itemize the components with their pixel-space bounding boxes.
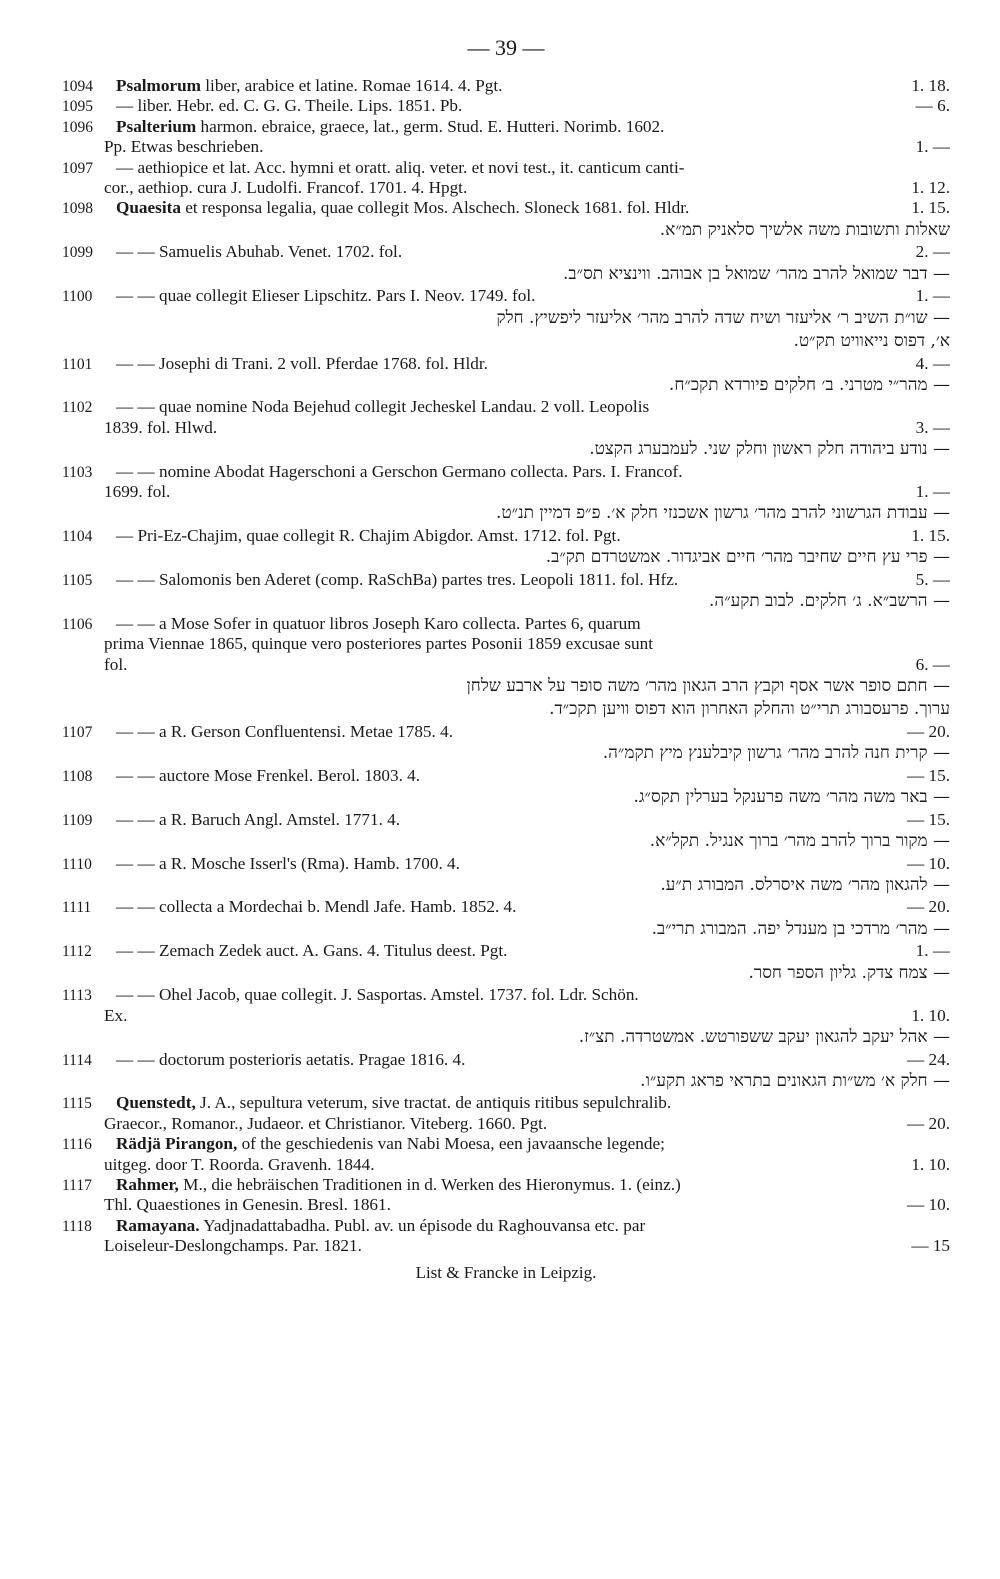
entry-price: — 6.: [910, 96, 950, 116]
entry-price: — 24.: [901, 1050, 950, 1070]
entry-line: [62, 570, 950, 590]
entry-text: — — a Mose Sofer in quatuor libros Joseph Karo collecta. Partes 6, quarum: [116, 613, 641, 633]
catalog-entry: [62, 158, 950, 199]
entry-line: [62, 854, 950, 874]
entry-price: 1. 15.: [905, 526, 950, 546]
entry-text: — — a R. Baruch Angl. Amstel. 1771. 4.: [116, 809, 401, 829]
catalog-entry: [62, 1175, 950, 1216]
entry-line: [62, 985, 950, 1005]
entry-line: [62, 1050, 950, 1070]
entry-line: [62, 1093, 950, 1113]
entry-text: — — doctorum posterioris aetatis. Pragae 1816. 4.: [116, 1049, 466, 1069]
entry-hebrew-title: — קרית חנה להרב מהר׳ גרשון קיבלענץ מיץ תקמ״ה.: [602, 743, 950, 764]
entry-price: — 20.: [901, 1114, 950, 1134]
entry-line-continued: [62, 1114, 950, 1134]
entry-number: 1117: [62, 1177, 92, 1194]
entry-text: — — Josephi di Trani. 2 voll. Pferdae 1768. fol. Hldr.: [116, 353, 488, 373]
entry-text: — — Zemach Zedek auct. A. Gans. 4. Titulus deest. Pgt.: [116, 941, 508, 961]
entry-number: 1108: [62, 767, 93, 785]
catalog-entry: [62, 722, 950, 766]
entry-text: — liber. Hebr. ed. C. G. G. Theile. Lips. 1851. Pb.: [116, 96, 463, 116]
entry-number: 1100: [62, 288, 93, 306]
entry-line: [62, 96, 950, 116]
entry-text: Pp. Etwas beschrieben.: [104, 137, 264, 157]
entry-line: [62, 722, 950, 742]
entry-text: — — quae collegit Elieser Lipschitz. Pars I. Neov. 1749. fol.: [116, 286, 536, 306]
entry-heading: Psalmorum: [116, 76, 201, 95]
entry-text: Graecor., Romanor., Judaeor. et Christianor. Viteberg. 1660. Pgt.: [104, 1113, 548, 1133]
entry-text: — — a R. Mosche Isserl's (Rma). Hamb. 1700. 4.: [116, 853, 460, 873]
entry-line-continued: [62, 1155, 950, 1175]
entry-price: — 10.: [901, 1195, 950, 1215]
catalog-entry: [62, 941, 950, 985]
entry-price: 1. —: [910, 482, 950, 502]
catalog-entry: [62, 1134, 950, 1175]
entry-heading: Psalterium: [116, 116, 197, 136]
catalog-entry: [62, 1216, 950, 1257]
entry-price: — 10.: [901, 854, 950, 874]
entry-line: [62, 1134, 950, 1154]
entry-number: 1112: [62, 943, 92, 961]
entry-number: 1113: [62, 987, 92, 1005]
entry-line: [62, 158, 950, 178]
entry-text: Ex.: [104, 1005, 128, 1025]
entry-text: — — nomine Abodat Hagerschoni a Gerschon Germano collecta. Pars. I. Francof.: [116, 461, 683, 481]
entry-line-continued: [62, 1006, 950, 1026]
entry-text: prima Viennae 1865, quinque vero posteriores partes Posonii 1859 excusae sunt: [104, 634, 654, 654]
publisher-footer: List & Francke in Leipzig.: [415, 1262, 597, 1282]
entry-price: 1. 10.: [905, 1155, 950, 1175]
entry-price: 6. —: [910, 655, 950, 675]
entry-text: — aethiopice et lat. Acc. hymni et oratt. aliq. veter. et novi test., it. canticum canti-: [116, 157, 685, 177]
entry-text: — — Salomonis ben Aderet (comp. RaSchBa) partes tres. Leopoli 1811. fol. Hfz.: [116, 569, 679, 589]
page-number: — 39 —: [467, 35, 545, 60]
catalog-entry: [62, 985, 950, 1049]
catalog-entry: [62, 397, 950, 461]
entry-hebrew-title: — הרשב״א. ג׳ חלקים. לבוב תקע״ה.: [709, 591, 950, 612]
catalog-entry: [62, 1050, 950, 1094]
entry-number: 1114: [62, 1051, 92, 1069]
entry-line: [62, 941, 950, 961]
entry-text: — — collecta a Mordechai b. Mendl Jafe. Hamb. 1852. 4.: [116, 897, 517, 917]
entry-text: uitgeg. door T. Roorda. Gravenh. 1844.: [104, 1154, 375, 1174]
entry-number: 1116: [62, 1136, 92, 1154]
catalog-entry: [62, 614, 950, 722]
entry-hebrew-title: ערוך. פרעסבורג תרי״ט והחלק האחרון הוא דפוס וויען תקכ״ד.: [549, 699, 950, 720]
entry-hebrew-title: — מהר׳ מרדכי בן מענדל יפה. המבורג תרי״ב.: [651, 918, 950, 939]
entry-line: [62, 198, 950, 218]
entry-text: — — quae nomine Noda Bejehud collegit Jecheskel Landau. 2 voll. Leopolis: [116, 397, 650, 417]
catalog-entry: [62, 117, 950, 158]
entry-hebrew-title: — מהר״י מטרני. ב׳ חלקים פיורדא תקכ״ח.: [668, 374, 950, 395]
entry-price: 5. —: [910, 570, 950, 590]
catalog-entry: [62, 242, 950, 286]
entry-line-continued: [62, 1236, 950, 1256]
entry-line: [62, 286, 950, 306]
entry-text: Thl. Quaestiones in Genesin. Bresl. 1861.: [104, 1195, 391, 1215]
catalog-entry: [62, 897, 950, 941]
entry-number: 1098: [62, 200, 93, 218]
entry-line: [62, 1216, 950, 1236]
entry-hebrew-title: — אהל יעקב להגאון יעקב ששפורטש. אמשטרדה. תצ״ז.: [578, 1027, 950, 1048]
entry-line-continued: [62, 1195, 950, 1215]
entry-hebrew-title: — צמח צדק. גליון הספר חסר.: [748, 962, 950, 983]
entry-price: 1. —: [910, 286, 950, 306]
entry-price: — 15.: [901, 766, 950, 786]
catalog-entry: [62, 462, 950, 526]
entry-number: 1095: [62, 98, 93, 116]
entry-number: 1104: [62, 527, 93, 545]
entry-line: [62, 397, 950, 417]
catalog-entry: [62, 76, 950, 96]
entry-number: 1105: [62, 571, 93, 589]
entry-text: 1839. fol. Hlwd.: [104, 417, 218, 437]
entry-line: [62, 462, 950, 482]
catalog-entry: [62, 96, 950, 116]
entry-number: 1118: [62, 1217, 92, 1235]
entry-hebrew-title: — שו״ת השיב ר׳ אליעזר ושיח שדה להרב מהר׳ אליעזר ליפשיץ. חלק: [496, 307, 950, 328]
entry-line: [62, 1175, 950, 1195]
catalog-entry: [62, 854, 950, 898]
entry-price: 2. —: [910, 242, 950, 262]
entry-number: 1107: [62, 723, 93, 741]
catalog-entry: [62, 354, 950, 398]
entry-text: harmon. ebraice, graece, lat., germ. Stud. E. Hutteri. Norimb. 1602.: [196, 116, 665, 136]
entry-text: — Pri-Ez-Chajim, quae collegit R. Chajim Abigdor. Amst. 1712. fol. Pgt.: [116, 525, 621, 545]
entry-hebrew-title: — פרי עץ חיים שחיבר מהר׳ חיים אביגדור. אמשטרדם תק״ב.: [545, 547, 950, 568]
entry-price: 1. 15.: [905, 198, 950, 218]
entry-text: liber, arabice et latine. Romae 1614. 4. Pgt.: [200, 76, 503, 95]
entry-heading: Ramayana.: [116, 1215, 200, 1235]
entry-hebrew-title: — חלק א׳ מש״ות הגאונים בתראי פראג תקע״ו.: [640, 1070, 950, 1091]
entry-hebrew-title: א׳, דפוס נייאוויט תק״ט.: [793, 331, 950, 352]
entry-heading: Quenstedt,: [116, 1093, 196, 1113]
entry-line: [62, 526, 950, 546]
catalog-entry: [62, 198, 950, 242]
entry-text: of the geschiedenis van Nabi Moesa, een javaansche legende;: [237, 1134, 665, 1154]
entry-hebrew-title: שאלות ותשובות משה אלשיך סלאניק תמ״א.: [659, 219, 950, 240]
entry-price: 4. —: [910, 354, 950, 374]
entry-text: cor., aethiop. cura J. Ludolfi. Francof. 1701. 4. Hpgt.: [104, 177, 468, 197]
entry-line-continued: [62, 655, 950, 675]
catalog-entry: [62, 1093, 950, 1134]
entry-number: 1096: [62, 118, 93, 136]
entry-number: 1094: [62, 78, 93, 95]
entry-text: — — a R. Gerson Confluentensi. Metae 1785. 4.: [116, 721, 454, 741]
entry-number: 1106: [62, 615, 93, 633]
entry-line: [62, 354, 950, 374]
catalog-entry: [62, 766, 950, 810]
entry-hebrew-title: — דבר שמואל להרב מהר׳ שמואל בן אבוהב. ווינציא תס״ב.: [563, 263, 950, 284]
entry-hebrew-title: — להגאון מהר׳ משה איסרלס. המבורג ת״ע.: [660, 874, 950, 895]
entry-price: 1. 10.: [905, 1006, 950, 1026]
entry-number: 1110: [62, 855, 92, 873]
entry-text: et responsa legalia, quae collegit Mos. Alschech. Sloneck 1681. fol. Hldr.: [180, 198, 690, 218]
entry-line: [62, 614, 950, 634]
entry-text: Loiseleur-Deslongchamps. Par. 1821.: [104, 1236, 362, 1256]
entry-line: [62, 242, 950, 262]
entry-price: — 20.: [901, 897, 950, 917]
catalog-entry: [62, 570, 950, 614]
entry-line-continued: [62, 137, 950, 157]
entry-list: [62, 76, 950, 1257]
entry-hebrew-title: — חתם סופר אשר אסף וקבץ הרב הגאון מהר׳ משה סופר על ארבע שלחן: [466, 675, 950, 696]
entry-price: — 20.: [901, 722, 950, 742]
entry-text: — — auctore Mose Frenkel. Berol. 1803. 4.: [116, 765, 421, 785]
entry-line-continued: [62, 178, 950, 198]
entry-price: 1. 12.: [905, 178, 950, 198]
entry-hebrew-title: — מקור ברוך להרב מהר׳ ברוך אנגיל. תקל״א.: [649, 831, 950, 852]
entry-price: 3. —: [910, 418, 950, 438]
entry-text: fol.: [104, 654, 128, 674]
entry-price: — 15.: [901, 810, 950, 830]
entry-number: 1099: [62, 244, 93, 262]
entry-hebrew-title: — עבודת הגרשוני להרב מהר׳ גרשון אשכנזי חלק א׳. פ״פ דמיין תנ״ט.: [495, 503, 950, 524]
entry-line: [62, 117, 950, 137]
entry-number: 1103: [62, 463, 93, 481]
entry-line: [62, 897, 950, 917]
entry-price: 1. 18.: [905, 76, 950, 96]
entry-line: [62, 810, 950, 830]
entry-text: — — Ohel Jacob, quae collegit. J. Sasportas. Amstel. 1737. fol. Ldr. Schön.: [116, 985, 639, 1005]
entry-number: 1109: [62, 811, 93, 829]
entry-number: 1111: [62, 899, 92, 917]
entry-hebrew-title: — נודע ביהודה חלק ראשון וחלק שני. לעמבערג הקצט.: [589, 439, 950, 460]
catalog-entry: [62, 526, 950, 570]
entry-line: [62, 76, 950, 96]
catalog-entry: [62, 810, 950, 854]
entry-line: [62, 766, 950, 786]
entry-line-continued: [62, 418, 950, 438]
entry-text: J. A., sepultura veterum, sive tractat. de antiquis ritibus sepulchralib.: [195, 1093, 672, 1113]
entry-heading: Rädjä Pirangon,: [116, 1134, 238, 1154]
entry-line-continued: [62, 634, 950, 654]
entry-price: 1. —: [910, 137, 950, 157]
entry-price: 1. —: [910, 941, 950, 961]
entry-number: 1101: [62, 355, 93, 373]
entry-text: — — Samuelis Abuhab. Venet. 1702. fol.: [116, 242, 403, 262]
entry-heading: Rahmer,: [116, 1175, 179, 1194]
entry-hebrew-title: — באר משה מהר׳ משה פרענקל בערלין תקס״ג.: [633, 787, 950, 808]
entry-price: — 15: [905, 1236, 950, 1256]
entry-number: 1097: [62, 159, 93, 177]
entry-number: 1115: [62, 1095, 92, 1113]
entry-text: 1699. fol.: [104, 482, 171, 502]
entry-heading: Quaesita: [116, 198, 181, 218]
entry-number: 1102: [62, 399, 93, 417]
catalog-entry: [62, 286, 950, 353]
entry-text: M., die hebräischen Traditionen in d. Werken des Hieronymus. 1. (einz.): [178, 1175, 681, 1194]
entry-line-continued: [62, 482, 950, 502]
entry-text: Yadjnadattabadha. Publ. av. un épisode du Raghouvansa etc. par: [199, 1215, 646, 1235]
